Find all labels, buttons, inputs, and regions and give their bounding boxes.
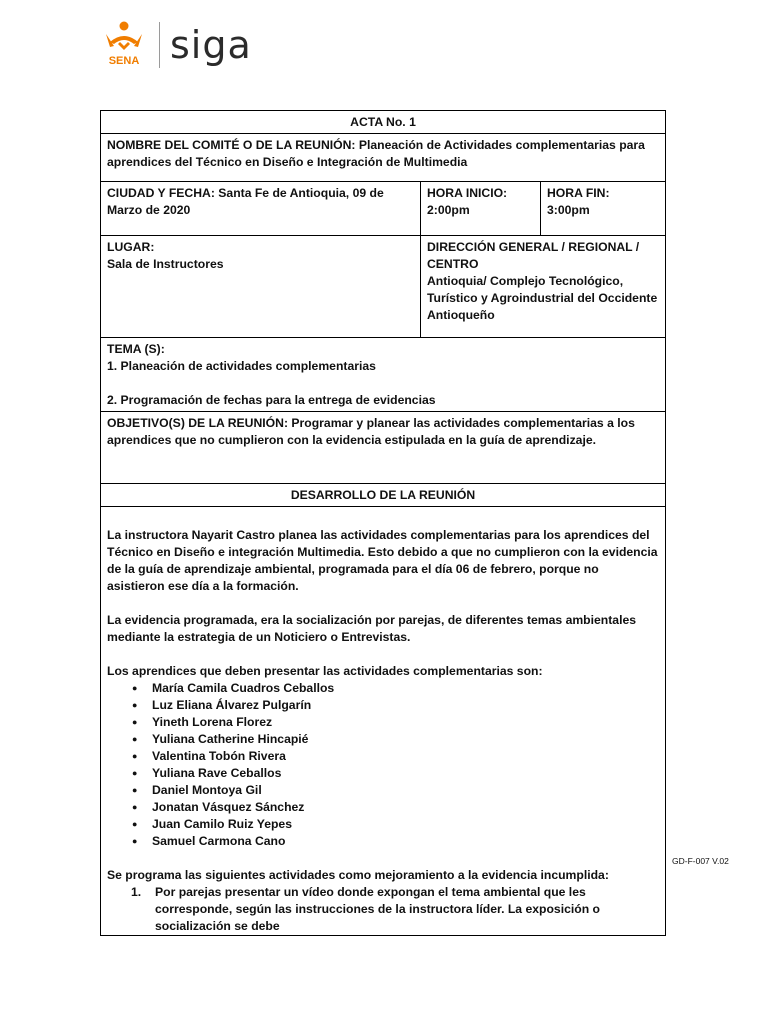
list-item-text: Por parejas presentar un vídeo donde expongan el tema ambiental que les corresponde, según las instrucciones de la instructora líder. La exposición o socialización se debe: [155, 885, 600, 933]
hora-fin-value: 3:00pm: [547, 203, 590, 217]
desarrollo-body: [101, 507, 666, 936]
objetivo-label: OBJETIVO(S) DE LA REUNIÓN:: [107, 416, 289, 430]
acta-title-row: [101, 111, 666, 134]
nombre-cell: [101, 134, 666, 182]
objetivo-value: Programar y planear las actividades complementarias a los aprendices que no cumplieron con la evidencia estipulada en la guía de aprendizaje.: [107, 416, 635, 447]
desarrollo-paragraph: Los aprendices que deben presentar las actividades complementarias son:: [107, 664, 543, 678]
list-item: ● Yuliana Catherine Hincapié: [132, 731, 659, 748]
tema-item: 2. Programación de fechas para la entrega de evidencias: [107, 393, 436, 407]
desarrollo-title: DESARROLLO DE LA REUNIÓN: [101, 484, 666, 507]
document-header: [0, 0, 768, 90]
list-item: ● Daniel Montoya Gil: [132, 782, 659, 799]
list-item-number: 1.: [131, 885, 142, 899]
desarrollo-paragraph: Se programa las siguientes actividades como mejoramiento a la evidencia incumplida:: [107, 868, 609, 882]
direccion-value: Antioquia/ Complejo Tecnológico, Turístico y Agroindustrial del Occidente Antioqueño: [427, 274, 658, 322]
sena-logo-icon: [100, 20, 148, 70]
list-item: [131, 884, 659, 935]
objetivo-cell: [101, 412, 666, 484]
logo-divider: [159, 22, 160, 68]
list-item: ● Luz Eliana Álvarez Pulgarín: [132, 697, 659, 714]
hora-fin-label: HORA FIN:: [547, 186, 610, 200]
tema-spacer: [107, 375, 659, 392]
list-item: ● Valentina Tobón Rivera: [132, 748, 659, 765]
acta-title: ACTA No. 1: [101, 111, 666, 134]
lugar-cell: [101, 236, 421, 338]
direccion-cell: [421, 236, 666, 338]
desarrollo-paragraph: La evidencia programada, era la socialización por parejas, de diferentes temas ambientales mediante la estrategia de un Noticiero o Entrevistas.: [107, 613, 637, 644]
tema-cell: [101, 338, 666, 412]
lugar-label: LUGAR:: [107, 240, 155, 254]
tema-item: 1. Planeación de actividades complementarias: [107, 359, 376, 373]
hora-inicio-label: HORA INICIO:: [427, 186, 508, 200]
direccion-label: DIRECCIÓN GENERAL / REGIONAL / CENTRO: [427, 240, 640, 271]
desarrollo-title-row: [101, 484, 666, 507]
ciudad-hora-row: [101, 182, 666, 236]
hora-inicio-cell: [421, 182, 541, 236]
ciudad-label: CIUDAD Y FECHA:: [107, 186, 215, 200]
list-item: ● Juan Camilo Ruiz Yepes: [132, 816, 659, 833]
document-code: GD-F-007 V.02: [672, 856, 729, 866]
sena-logo-text: SENA: [108, 55, 140, 67]
hora-fin-cell: [541, 182, 666, 236]
list-item: ● María Camila Cuadros Ceballos: [132, 680, 659, 697]
acta-table: [100, 110, 666, 936]
paragraph-spacer: [107, 595, 659, 612]
nombre-label: NOMBRE DEL COMITÉ O DE LA REUNIÓN:: [107, 138, 356, 152]
list-item: ● Samuel Carmona Cano: [132, 833, 659, 850]
desarrollo-paragraph: La instructora Nayarit Castro planea las actividades complementarias para los aprendices del Técnico en Diseño e integración Multimedia. Esto debido a que no cumplieron con la evidencia de la guía de aprendizaje ambiental, programada para el día 06 de febrero, porque no asistieron ese día a la formación.: [107, 528, 658, 593]
list-item: ● Yuliana Rave Ceballos: [132, 765, 659, 782]
paragraph-spacer: [107, 646, 659, 663]
list-item: ● Yineth Lorena Florez: [132, 714, 659, 731]
lugar-value: Sala de Instructores: [107, 257, 224, 271]
actividades-list: [107, 884, 659, 935]
tema-label: TEMA (S):: [107, 342, 165, 356]
paragraph-spacer: [107, 850, 659, 867]
objetivo-row: [101, 412, 666, 484]
nombre-value: Planeación de Actividades complementarias para aprendices del Técnico en Diseño e Integración de Multimedia: [107, 138, 645, 169]
desarrollo-body-row: [101, 507, 666, 936]
hora-inicio-value: 2:00pm: [427, 203, 470, 217]
tema-row: [101, 338, 666, 412]
siga-logo: siga: [170, 23, 252, 67]
ciudad-value: Santa Fe de Antioquia, 09 de Marzo de 2020: [107, 186, 384, 217]
ciudad-cell: [101, 182, 421, 236]
lugar-direccion-row: [101, 236, 666, 338]
list-item: ● Jonatan Vásquez Sánchez: [132, 799, 659, 816]
aprendices-list: [107, 680, 659, 850]
nombre-row: [101, 134, 666, 182]
